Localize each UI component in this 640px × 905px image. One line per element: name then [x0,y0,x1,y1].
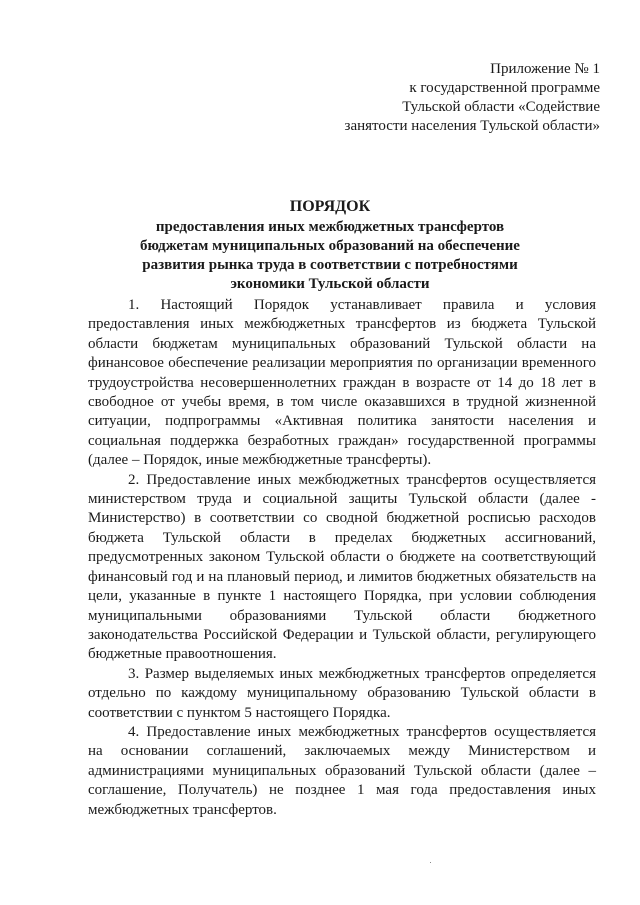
document-subtitle-line-3: развития рынка труда в соответствии с потребностями [142,257,518,273]
document-title-block [110,197,550,294]
document-body [88,296,596,820]
appendix-header [330,60,600,136]
document-subtitle-line-2: бюджетам муниципальных образований на обеспечение [140,238,520,254]
document-subtitle-line-1: предоставления иных межбюджетных трансфертов [155,219,505,235]
paragraph-4: 4. Предоставление иных межбюджетных трансфертов осуществляется на основании соглашений, заключаемых между Министерством и администрациями муниципальных образований Тульской области (далее – соглашение, Получатель) не позднее 1 мая года предоставления иных межбюджетных трансфертов. [88,723,596,818]
paragraph-2: 2. Предоставление иных межбюджетных трансфертов осуществляется министерством труда и социальной защиты Тульской области (далее - Министерство) в соответствии со сводной бюджетной росписью расходов бюджета Тульской области в пределах бюджетных ассигнований, предусмотренных законом Тульской области о бюджете на соответствующий финансовый год и на плановый период, и лимитов бюджетных обязательств на цели, указанные в пункте 1 настоящего Порядка, при условии соблюдения муниципальными образованиями Тульской области бюджетного законодательства Российской Федерации и Тульской области, регулирующего бюджетные правоотношения. [88,471,596,663]
paragraph-1: 1. Настоящий Порядок устанавливает правила и условия предоставления иных межбюджетных трансфертов из бюджета Тульской области бюджетам муниципальных образований Тульской области на финансовое обеспечение реализации мероприятия по организации временного трудоустройства несовершеннолетних граждан в возрасте от 14 до 18 лет в свободное от учебы время, в том числе оказавшихся в трудной жизненной ситуации, подпрограммы «Активная политика занятости населения и социальная поддержка безработных граждан» государственной программы (далее – Порядок, иные межбюджетные трансферты). [88,297,596,469]
paragraph-3: 3. Размер выделяемых иных межбюджетных трансфертов определяется отдельно по каждому муниципальному образованию Тульской области в соответствии с пунктом 5 настоящего Порядка. [88,665,596,721]
appendix-program-ref: к государственной программе [409,80,600,96]
appendix-program-name-1: Тульской области «Содействие [402,99,600,115]
appendix-program-name-2: занятости населения Тульской области» [344,118,600,134]
appendix-number: Приложение № 1 [490,61,600,77]
document-subtitle-line-4: экономики Тульской области [230,276,430,292]
scan-artifact [430,862,431,863]
document-title: ПОРЯДОК [289,198,371,215]
